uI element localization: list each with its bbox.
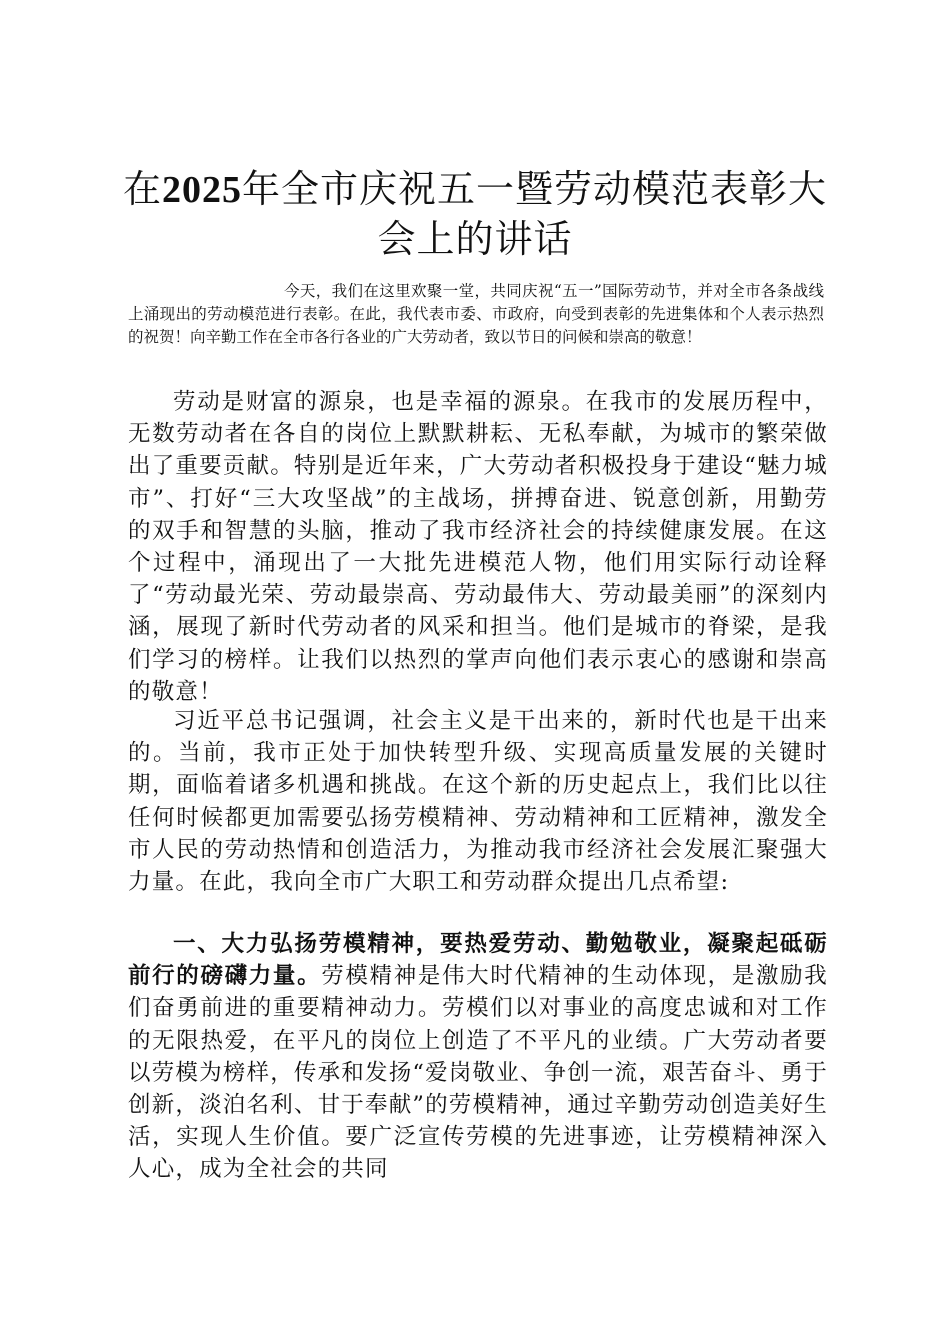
title-prefix: 在 (122, 167, 162, 211)
title-year: 2025 (162, 169, 242, 211)
body-paragraph-1: 劳动是财富的源泉，也是幸福的源泉。在我市的发展历程中，无数劳动者在各自的岗位上默默耕耘、无私奉献，为城市的繁荣做出了重要贡献。特别是近年来，广大劳动者积极投身于建设“魅力城市”、打好“三大攻坚战”的主战场，拼搏奋进、锐意创新，用勤劳的双手和智慧的头脑，推动了我市经济社会的持续健康发展。在这个过程中，涌现出了一大批先进模范人物，他们用实际行动诠释了“劳动最光荣、劳动最崇高、劳动最伟大、劳动最美丽”的深刻内涵，展现了新时代劳动者的风采和担当。他们是城市的脊梁，是我们学习的榜样。让我们以热烈的掌声向他们表示衷心的感谢和崇高的敬意！ (128, 389, 829, 705)
document-title (120, 165, 830, 264)
body-paragraph-2: 习近平总书记强调，社会主义是干出来的，新时代也是干出来的。当前，我市正处于加快转型升级、实现高质量发展的关键时期，面临着诸多机遇和挑战。在这个新的历史起点上，我们比以往任何时候都更加需要弘扬劳模精神、劳动精神和工匠精神，激发全市人民的劳动热情和创造活力，为推动我市经济社会发展汇聚强大力量。在此，我向全市广大职工和劳动群众提出几点希望: (128, 708, 828, 896)
intro-paragraph: 今天，我们在这里欢聚一堂，共同庆祝“五一”国际劳动节，并对全市各条战线上涌现出的劳动模范进行表彰。在此，我代表市委、市政府，向受到表彰的先进集体和个人表示热烈的祝贺！向辛勤工作在全市各行各业的广大劳动者，致以节日的问候和崇高的敬意！ (128, 282, 824, 346)
body-paragraph-3 (128, 928, 828, 1186)
paragraph-3-body: 劳模精神是伟大时代精神的生动体现，是激励我们奋勇前进的重要精神动力。劳模们以对事业的高度忠诚和对工作的无限热爱，在平凡的岗位上创造了不平凡的业绩。广大劳动者要以劳模为榜样，传承和发扬“爱岗敬业、争创一流，艰苦奋斗、勇于创新，淡泊名利、甘于奉献”的劳模精神，通过辛勤劳动创造美好生活，实现人生价值。要广泛宣传劳模的先进事迹，让劳模精神深入人心，成为全社会的共同 (128, 963, 829, 1183)
paragraph-3-heading: 一、大力弘扬劳模精神，要热爱劳动、勤勉敬业，凝聚起砥砺前行的磅礴力量。 (128, 931, 828, 990)
title-suffix: 年全市庆祝五一暨劳动模范表彰大会上的讲话 (242, 167, 828, 261)
